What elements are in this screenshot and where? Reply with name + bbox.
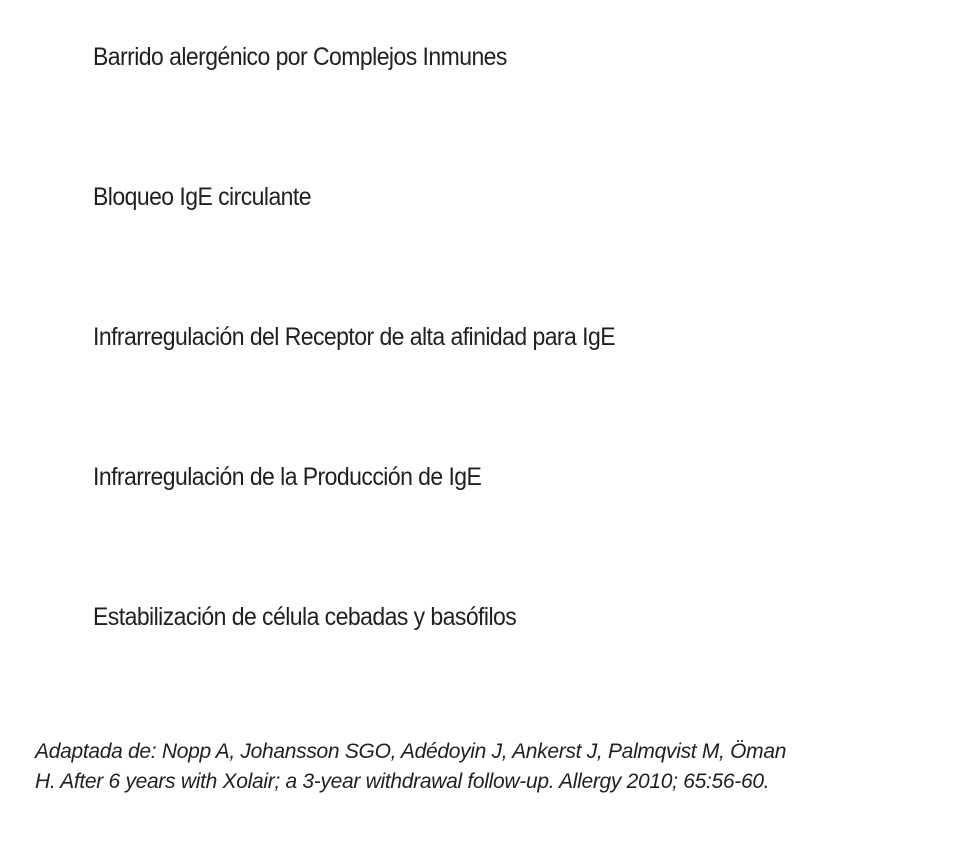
mechanism-cell-stabilization: Estabilización de célula cebadas y basófilos xyxy=(93,603,517,631)
mechanism-ige-production-downregulation: Infrarregulación de la Producción de IgE xyxy=(93,463,482,491)
citation xyxy=(35,737,950,797)
citation-line-1: Adaptada de: Nopp A, Johansson SGO, Adédoyin J, Ankerst J, Palmqvist M, Öman xyxy=(35,740,787,763)
mechanism-receptor-downregulation: Infrarregulación del Receptor de alta afinidad para IgE xyxy=(93,323,615,351)
mechanism-list xyxy=(93,40,953,740)
citation-line-2: H. After 6 years with Xolair; a 3-year withdrawal follow-up. Allergy 2010; 65:56-60. xyxy=(35,770,770,793)
mechanism-ige-block: Bloqueo IgE circulante xyxy=(93,183,312,211)
mechanism-allergen-sweep: Barrido alergénico por Complejos Inmunes xyxy=(93,43,507,71)
